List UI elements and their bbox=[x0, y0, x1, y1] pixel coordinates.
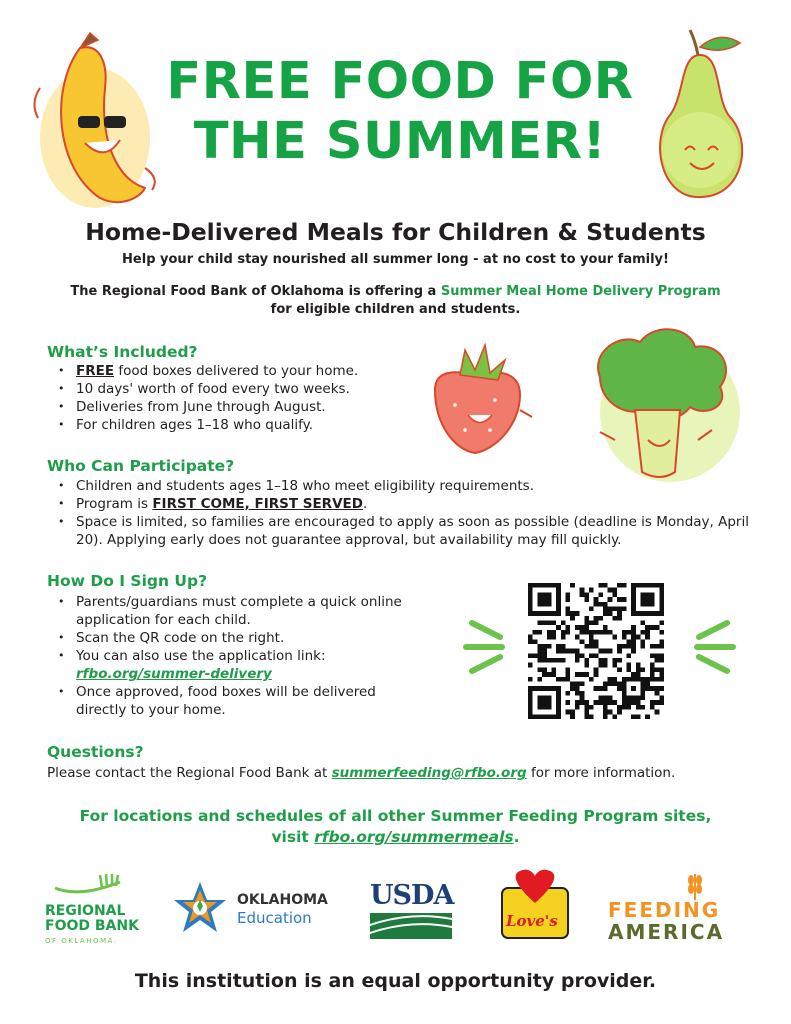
strawberry-illustration bbox=[420, 335, 540, 465]
rfbo-line-3: OF OKLAHOMA. bbox=[45, 937, 118, 945]
qr-code-icon[interactable] bbox=[528, 583, 664, 719]
oklahoma-education-logo bbox=[170, 880, 340, 940]
signup-heading: How Do I Sign Up? bbox=[47, 572, 208, 590]
qr-accent-right-icon bbox=[692, 615, 737, 675]
list-item: • 10 days' worth of food every two weeks. bbox=[56, 380, 358, 398]
subline: Help your child stay nourished all summer long - at no cost to your family! bbox=[122, 252, 669, 267]
free-emphasis: FREE bbox=[76, 363, 115, 379]
signup-list bbox=[56, 593, 416, 719]
locations-line-1: For locations and schedules of all other Summer Feeding Program sites, bbox=[79, 807, 712, 825]
usda-logo bbox=[370, 880, 452, 940]
participate-item-2-pre: Program is bbox=[76, 496, 153, 512]
pear-illustration bbox=[640, 25, 760, 205]
signup-item-3-text: • You can also use the application link: bbox=[76, 648, 326, 664]
contact-email-link[interactable]: summerfeeding@rfbo.org bbox=[331, 765, 527, 781]
page-title bbox=[150, 52, 650, 172]
oke-line-1: OKLAHOMA bbox=[237, 892, 328, 908]
included-list bbox=[56, 362, 358, 434]
usda-text: USDA bbox=[370, 880, 454, 911]
loves-heart-icon bbox=[498, 868, 573, 943]
participate-item-2-post: . bbox=[362, 496, 368, 512]
list-item bbox=[56, 647, 416, 683]
loves-logo bbox=[498, 868, 573, 943]
title-line-1: FREE FOOD FOR bbox=[166, 52, 634, 111]
questions-post: for more information. bbox=[526, 765, 676, 781]
application-link[interactable]: rfbo.org/summer-delivery bbox=[76, 666, 272, 682]
banana-illustration bbox=[20, 28, 160, 218]
qr-accent-left-icon bbox=[462, 615, 507, 675]
locations-note bbox=[0, 806, 791, 848]
locations-visit: visit bbox=[271, 828, 315, 846]
fork-leaf-icon bbox=[50, 870, 130, 900]
list-item: • For children ages 1–18 who qualify. bbox=[56, 416, 358, 434]
intro-highlight: Summer Meal Home Delivery Program bbox=[440, 284, 721, 299]
feeding-america-logo bbox=[608, 874, 748, 944]
intro-part-2: for eligible children and students. bbox=[270, 302, 521, 317]
list-item bbox=[56, 495, 756, 513]
list-item: • Space is limited, so families are encouraged to apply as soon as possible (deadline is Monday, April 20). Applying early does not guarantee approval, but availability may fill quickly. bbox=[56, 513, 756, 549]
rfbo-line-1: REGIONAL bbox=[45, 903, 126, 919]
locations-period: . bbox=[513, 828, 520, 846]
first-come-emphasis: FIRST COME, FIRST SERVED bbox=[152, 496, 363, 512]
included-item-1-text: food boxes delivered to your home. bbox=[114, 363, 359, 379]
questions-heading: Questions? bbox=[47, 743, 144, 761]
rfbo-logo bbox=[45, 870, 140, 950]
included-heading: What’s Included? bbox=[47, 343, 198, 361]
summer-meals-link[interactable]: rfbo.org/summermeals bbox=[314, 828, 514, 846]
list-item bbox=[56, 362, 358, 380]
subtitle: Home-Delivered Meals for Children & Students bbox=[85, 218, 706, 246]
intro-paragraph bbox=[0, 283, 791, 319]
broccoli-illustration bbox=[580, 322, 745, 492]
wheat-icon bbox=[685, 870, 705, 900]
loves-text: Love's bbox=[506, 912, 558, 930]
usda-field-icon bbox=[370, 913, 452, 939]
rfbo-line-2: FOOD BANK bbox=[45, 918, 139, 934]
list-item: • Once approved, food boxes will be delivered directly to your home. bbox=[56, 683, 416, 719]
list-item: • Deliveries from June through August. bbox=[56, 398, 358, 416]
feeding-line-2: AMERICA bbox=[608, 920, 725, 944]
title-line-2: THE SUMMER! bbox=[193, 112, 607, 171]
list-item: • Scan the QR code on the right. bbox=[56, 629, 416, 647]
list-item: • Parents/guardians must complete a quick online application for each child. bbox=[56, 593, 416, 629]
oke-line-2: Education bbox=[237, 909, 312, 927]
star-emblem-icon bbox=[170, 880, 230, 940]
intro-part-1: The Regional Food Bank of Oklahoma is offering a bbox=[70, 284, 441, 299]
questions-text bbox=[47, 765, 675, 781]
questions-pre: Please contact the Regional Food Bank at bbox=[47, 765, 332, 781]
equal-opportunity-statement: This institution is an equal opportunity provider. bbox=[134, 970, 657, 992]
feeding-line-1: FEEDING bbox=[608, 898, 721, 922]
list-item: • Children and students ages 1–18 who meet eligibility requirements. bbox=[56, 477, 756, 495]
participate-heading: Who Can Participate? bbox=[47, 457, 235, 475]
participate-list bbox=[56, 477, 756, 549]
